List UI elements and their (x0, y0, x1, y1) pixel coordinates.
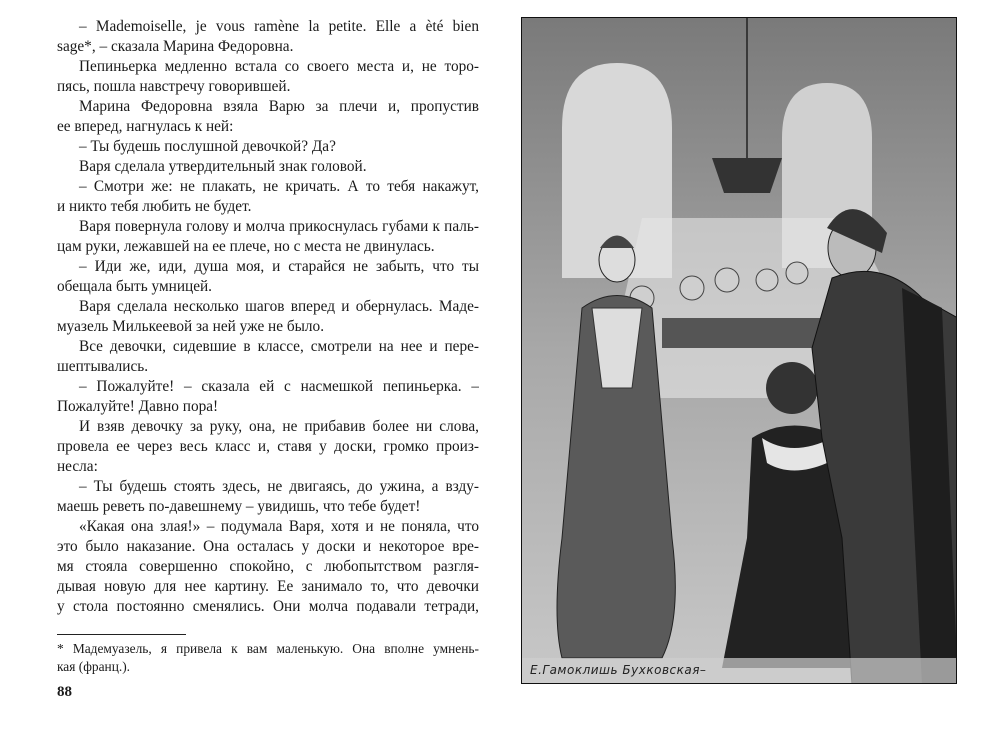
paragraph (57, 157, 479, 177)
text-line: sage*, – сказала Марина Федоровна. (57, 38, 294, 55)
footnote (57, 640, 479, 676)
paragraph (57, 17, 479, 57)
paragraph (57, 417, 479, 477)
footnote-divider (57, 634, 186, 635)
paragraph (57, 477, 479, 517)
artist-signature: Е.Гамоклишь Бухковская– (530, 663, 707, 677)
text-line: Варя сделала утвердительный знак головой. (79, 158, 367, 175)
text-line: – Ты будешь стоять здесь, не двигаясь, до ужина, а взду- (79, 478, 479, 495)
footnote-line: * Мадемуазель, я привела к вам маленькую. Она вполне умнень- (57, 641, 479, 656)
book-text-page (57, 17, 479, 617)
text-line: Все девочки, сидевшие в классе, смотрели на нее и пере- (79, 338, 479, 355)
text-line: мя стояла совершенно спокойно, с любопытством разгля- (57, 558, 479, 575)
page-number: 88 (57, 684, 72, 700)
classroom-scene-drawing (522, 18, 957, 684)
paragraph (57, 177, 479, 217)
text-line: несла: (57, 458, 98, 475)
text-line: – Смотри же: не плакать, не кричать. А то тебя накажут, (79, 178, 479, 195)
text-line: Варя сделала несколько шагов вперед и обернулась. Маде- (79, 298, 479, 315)
paragraph (57, 57, 479, 97)
paragraph (57, 137, 479, 157)
text-line: Марина Федоровна взяла Варю за плечи и, пропустив (79, 98, 479, 115)
text-line: «Какая она злая!» – подумала Варя, хотя и не поняла, что (79, 518, 479, 535)
text-line: – Mademoiselle, je vous ramène la petite. Elle a èté bien (79, 18, 479, 35)
text-line: шептывались. (57, 358, 149, 375)
paragraph (57, 517, 479, 617)
text-line: Пожалуйте! Давно пора! (57, 398, 219, 415)
text-line: ее вперед, нагнулась к ней: (57, 118, 234, 135)
text-line: это было наказание. Она осталась у доски и некоторое вре- (57, 538, 479, 555)
text-line: у стола постоянно сменялись. Они молча подавали тетради, (57, 598, 479, 615)
text-line: – Ты будешь послушной девочкой? Да? (79, 138, 336, 155)
paragraph (57, 297, 479, 337)
text-line: И взяв девочку за руку, она, не прибавив более ни слова, (79, 418, 479, 435)
footnote-line: кая (франц.). (57, 659, 131, 674)
paragraph (57, 377, 479, 417)
text-line: – Иди же, иди, душа моя, и старайся не забыть, что ты (79, 258, 479, 275)
text-line: муазель Милькеевой за ней уже не было. (57, 318, 325, 335)
text-line: пясь, пошла навстречу говорившей. (57, 78, 291, 95)
text-line: дывая новую для нее картину. Ее занимало то, что девочки (57, 578, 479, 595)
paragraph (57, 217, 479, 257)
text-line: и никто тебя любить не будет. (57, 198, 252, 215)
text-line: Варя повернула голову и молча прикоснулась губами к паль- (79, 218, 479, 235)
book-illustration (521, 17, 957, 684)
text-line: маешь реветь по-давешнему – увидишь, что тебе будет! (57, 498, 421, 515)
text-line: цам руки, лежавшей на ее плече, но с места не двинулась. (57, 238, 435, 255)
paragraph (57, 97, 479, 137)
text-line: обещала быть умницей. (57, 278, 213, 295)
text-line: Пепиньерка медленно встала со своего места и, не торо- (79, 58, 479, 75)
paragraph (57, 257, 479, 297)
hanging-lamp (712, 158, 782, 193)
text-line: – Пожалуйте! – сказала ей с насмешкой пепиньерка. – (79, 378, 479, 395)
paragraph (57, 337, 479, 377)
text-line: провела ее через весь класс и, ставя у доски, громко произ- (57, 438, 479, 455)
